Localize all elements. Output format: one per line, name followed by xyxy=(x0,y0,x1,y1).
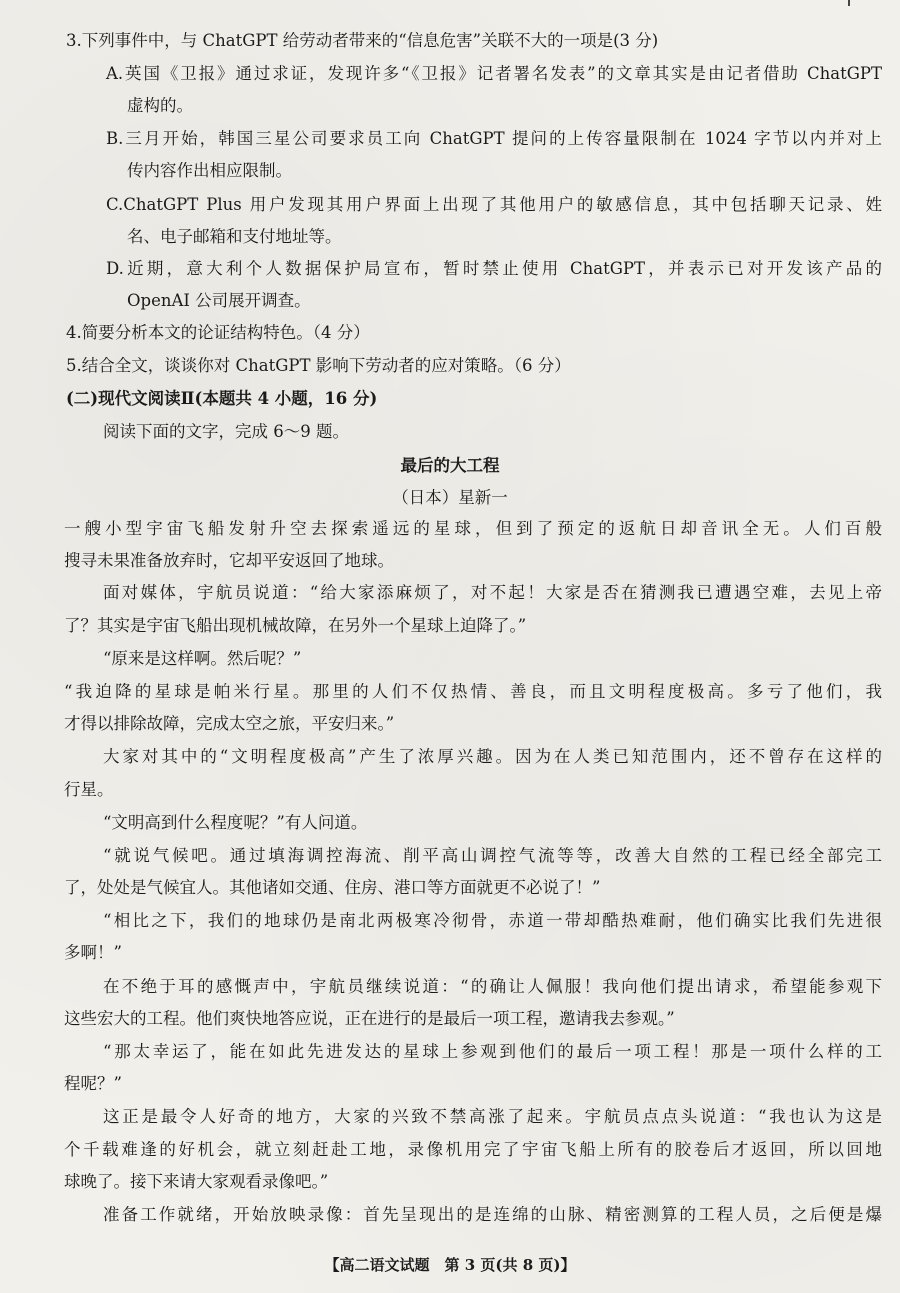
q3-option-a-cont: 虚构的。 xyxy=(127,96,193,115)
q3-option-d: D.近期，意大利个人数据保护局宣布，暂时禁止使用 ChatGPT，并表示已对开发该产品的 xyxy=(106,259,882,278)
q3-option-a: A.英国《卫报》通过求证，发现许多“《卫报》记者署名发表”的文章其实是由记者借助 ChatGPT xyxy=(106,64,882,83)
story-line-21: 球晚了。接下来请大家观看录像吧。” xyxy=(64,1172,329,1191)
story-line-1: 一艘小型宇宙飞船发射升空去探索遥远的星球，但到了预定的返航日却音讯全无。人们百般 xyxy=(64,519,882,538)
story-line-5: “原来是这样啊。然后呢？” xyxy=(103,649,302,668)
section-heading: (二)现代文阅读Ⅱ(本题共 4 小题，16 分) xyxy=(66,389,378,408)
story-title: 最后的大工程 xyxy=(400,456,500,475)
question-3-stem: 3.下列事件中，与 ChatGPT 给劳动者带来的“信息危害”关联不大的一项是(3 分) xyxy=(66,31,659,50)
story-line-16: 这些宏大的工程。他们爽快地答应说，正在进行的是最后一项工程，邀请我去参观。” xyxy=(64,1009,675,1028)
question-4: 4.简要分析本文的论证结构特色。（4 分） xyxy=(66,323,370,342)
story-line-14: 多啊！” xyxy=(64,943,122,962)
story-line-17: “那太幸运了，能在如此先进发达的星球上参观到他们的最后一项工程！那是一项什么样的工 xyxy=(103,1042,882,1061)
q3-option-b: B.三月开始，韩国三星公司要求员工向 ChatGPT 提问的上传容量限制在 1024 字节以内并对上 xyxy=(106,129,882,148)
story-line-18: 程呢？” xyxy=(64,1074,122,1093)
story-line-15: 在不绝于耳的感慨声中，宇航员继续说道：“的确让人佩服！我向他们提出请求，希望能参观下 xyxy=(103,977,882,996)
story-line-13: “相比之下，我们的地球仍是南北两极寒冷彻骨，赤道一带却酷热难耐，他们确实比我们先进很 xyxy=(103,911,882,930)
story-line-9: 行星。 xyxy=(64,780,114,799)
story-line-19: 这正是最令人好奇的地方，大家的兴致不禁高涨了起来。宇航员点点头说道：“我也认为这是 xyxy=(103,1107,882,1126)
story-line-4: 了？其实是宇宙飞船出现机械故障，在另外一个星球上迫降了。” xyxy=(64,616,527,635)
story-line-2: 搜寻未果准备放弃时，它却平安返回了地球。 xyxy=(64,551,394,570)
story-line-7: 才得以排除故障，完成太空之旅，平安归来。” xyxy=(64,714,395,733)
q3-option-c-cont: 名、电子邮箱和支付地址等。 xyxy=(127,227,342,246)
q3-option-d-cont: OpenAI 公司展开调查。 xyxy=(127,291,311,310)
story-author: （日本）星新一 xyxy=(392,488,508,507)
story-line-6: “我迫降的星球是帕米行星。那里的人们不仅热情、善良，而且文明程度极高。多亏了他们，我 xyxy=(64,682,882,701)
page-footer: 【高二语文试题 第 3 页(共 8 页)】 xyxy=(324,1256,576,1274)
q3-option-b-cont: 传内容作出相应限制。 xyxy=(127,161,292,180)
reading-instruction: 阅读下面的文字，完成 6～9 题。 xyxy=(103,422,349,441)
story-line-3: 面对媒体，宇航员说道：“给大家添麻烦了，对不起！大家是否在猜测我已遭遇空难，去见上帝 xyxy=(103,583,882,602)
question-5: 5.结合全文，谈谈你对 ChatGPT 影响下劳动者的应对策略。（6 分） xyxy=(66,356,571,375)
story-line-20: 个千载难逢的好机会，就立刻赶赴工地，录像机用完了宇宙飞船上所有的胶卷后才返回，所以回地 xyxy=(64,1140,882,1159)
story-line-22: 准备工作就绪，开始放映录像：首先呈现出的是连绵的山脉、精密测算的工程人员，之后便是爆 xyxy=(103,1205,882,1224)
story-line-12: 了，处处是气候宜人。其他诸如交通、住房、港口等方面就更不必说了！” xyxy=(64,878,601,897)
q3-option-c: C.ChatGPT Plus 用户发现其用户界面上出现了其他用户的敏感信息，其中包括聊天记录、姓 xyxy=(106,195,882,214)
story-line-11: “就说气候吧。通过填海调控海流、削平高山调控气流等等，改善大自然的工程已经全部完工 xyxy=(103,846,882,865)
story-line-10: “文明高到什么程度呢？”有人问道。 xyxy=(103,813,368,832)
story-line-8: 大家对其中的“文明程度极高”产生了浓厚兴趣。因为在人类已知范围内，还不曾存在这样的 xyxy=(103,747,882,766)
page-edge-mark xyxy=(848,0,850,6)
